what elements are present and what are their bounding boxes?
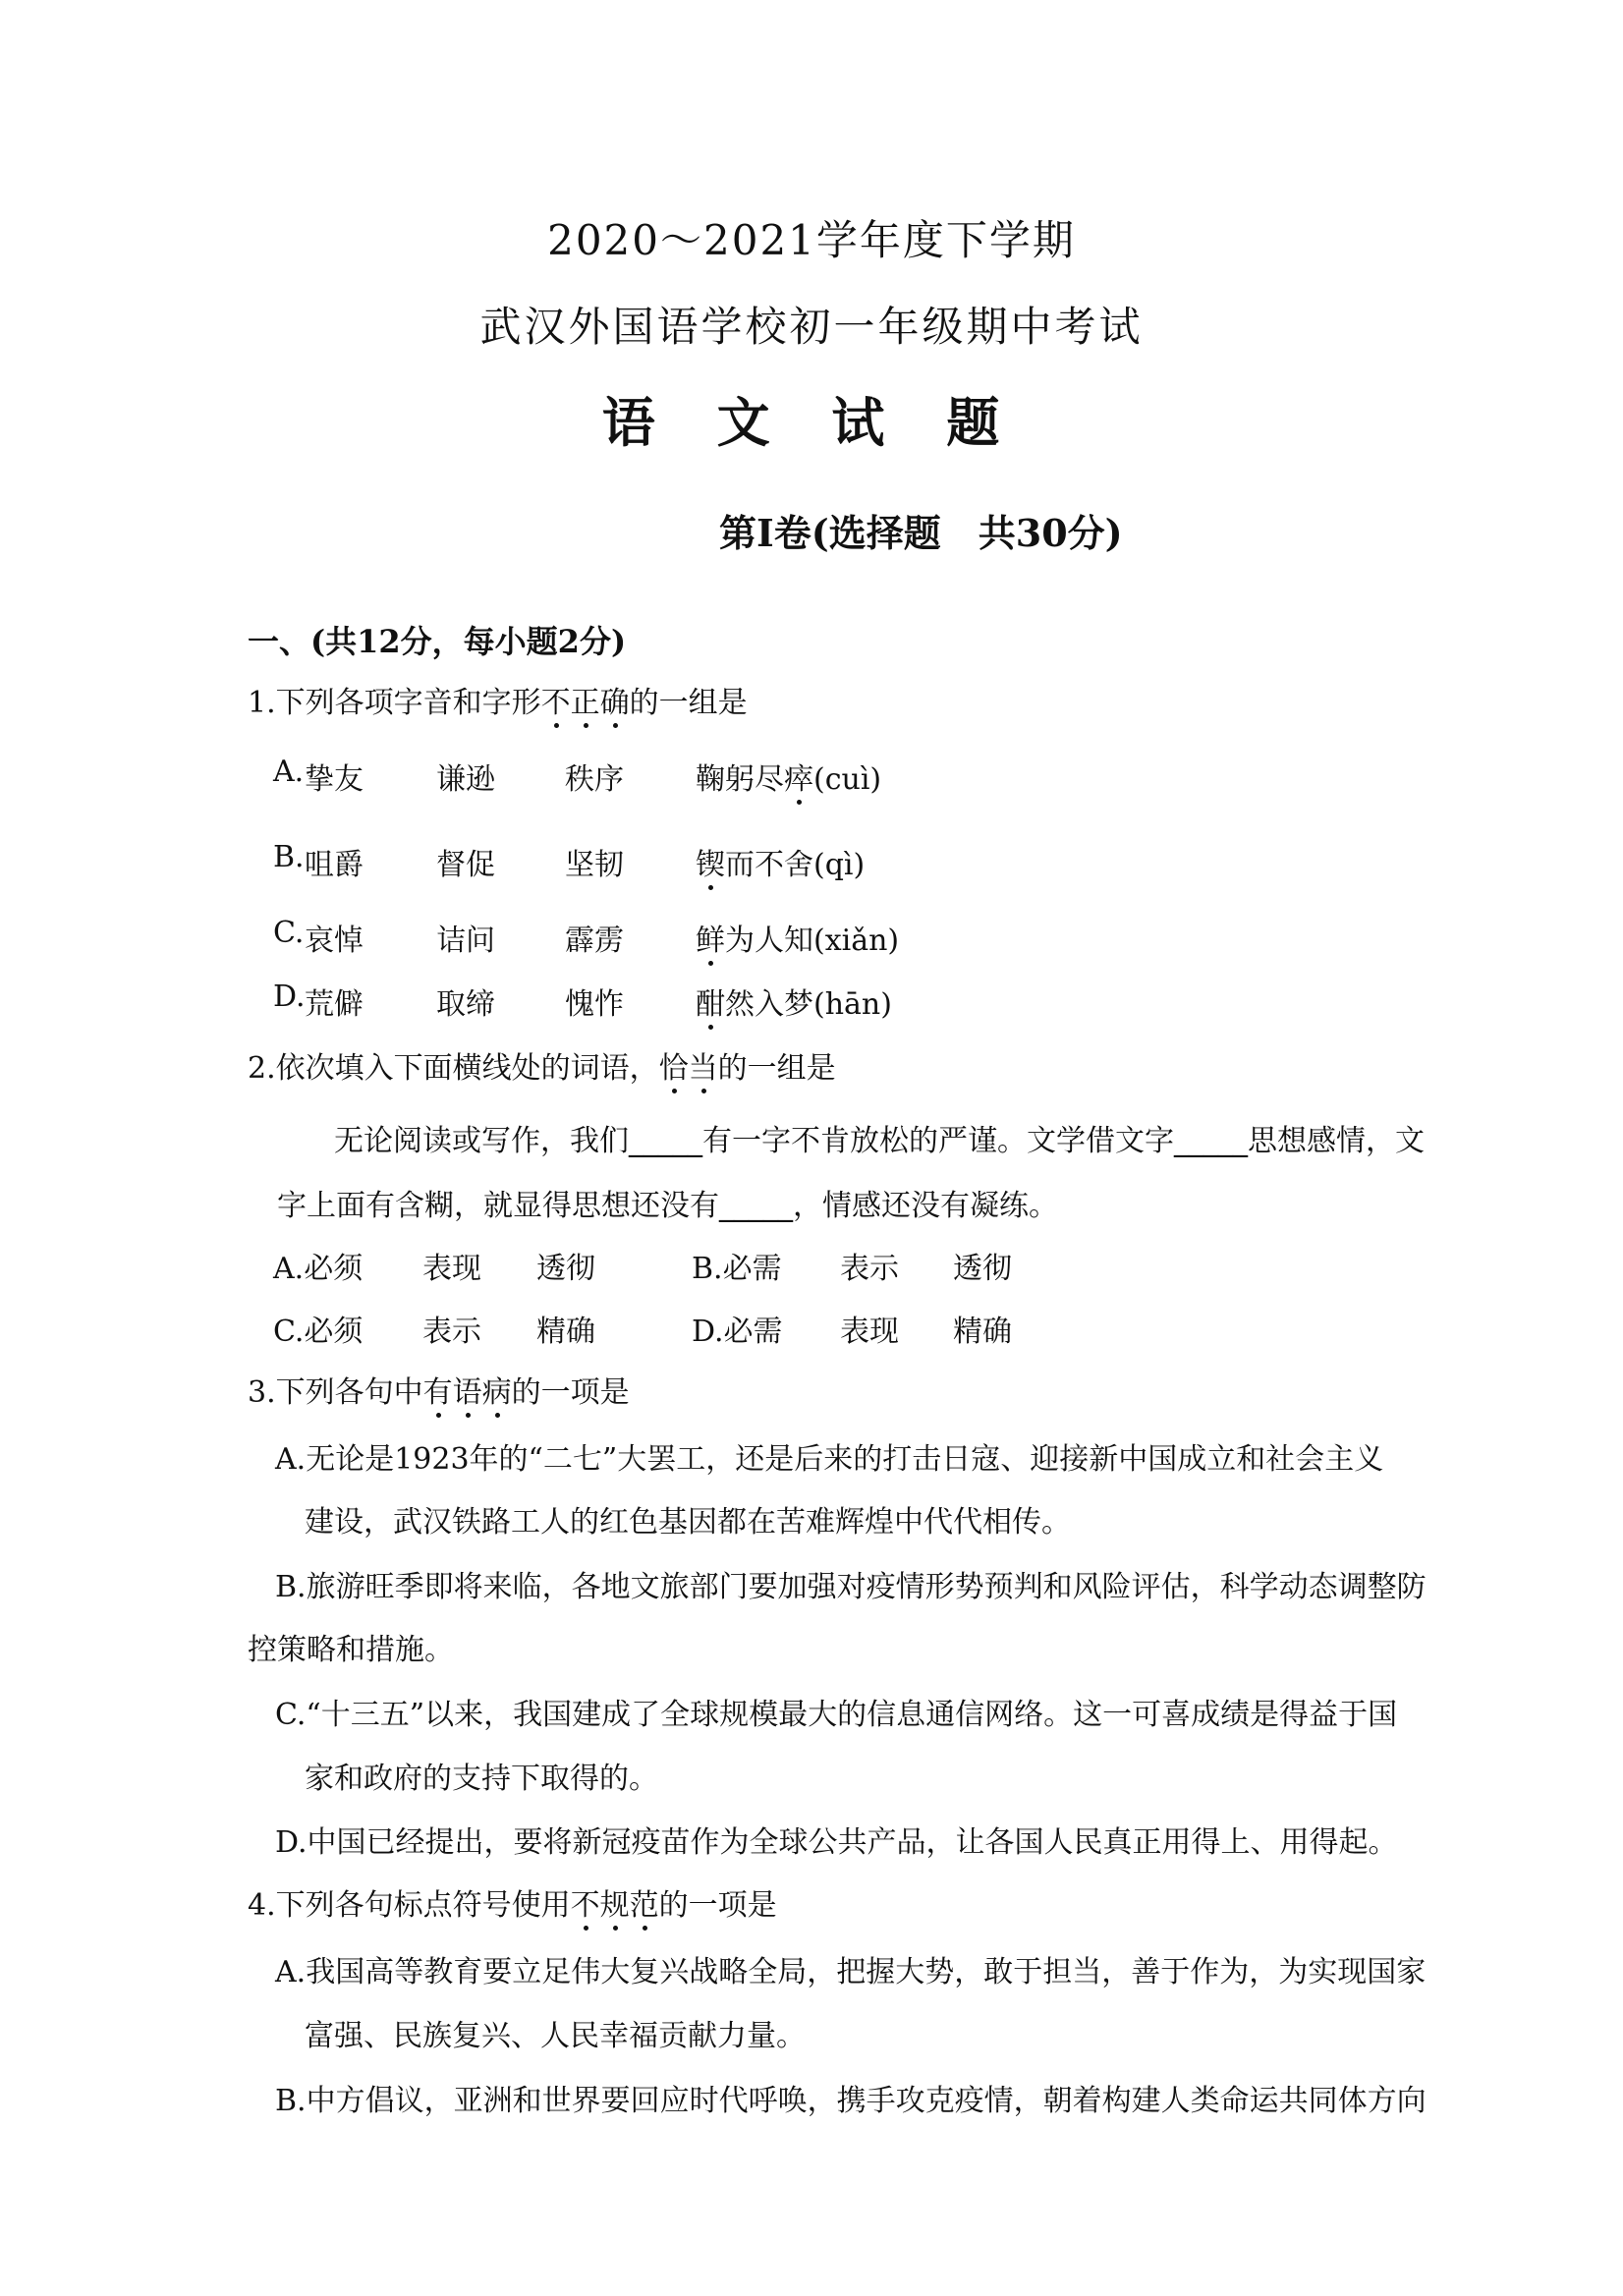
header-exam-name: 武汉外国语学校初一年级期中考试	[479, 303, 1144, 351]
emph-char: 恰	[658, 1051, 689, 1086]
option-idiom	[696, 840, 865, 883]
idiom-text: 而不舍(qì)	[725, 848, 866, 882]
option-b-label: B.必需	[692, 1252, 782, 1286]
option-letter: A.	[273, 755, 305, 789]
idiom-emph-char: 锲	[696, 848, 725, 882]
option-b-word: 透彻	[953, 1252, 1012, 1286]
header-subject: 语 文 试 题	[601, 391, 1022, 454]
option-word: 愧怍	[565, 987, 624, 1022]
idiom-emph-char: 鲜	[696, 924, 725, 958]
question-4-stem	[248, 1880, 777, 1924]
option-b-word: 表示	[840, 1252, 899, 1286]
question-3-option-b-cont: 控策略和措施。	[248, 1633, 454, 1667]
option-word: 督促	[436, 848, 495, 882]
question-2-stem	[248, 1043, 836, 1087]
option-d-word: 精确	[953, 1315, 1012, 1349]
option-c-label: C.必须	[273, 1315, 364, 1349]
option-word: 诘问	[436, 924, 495, 958]
emph-char: 正	[570, 686, 600, 720]
option-word: 取缔	[436, 987, 495, 1022]
option-word: 霹雳	[565, 924, 624, 958]
option-word: 挚友	[305, 762, 364, 797]
question-3-option-a-cont: 建设，武汉铁路工人的红色基因都在苦难辉煌中代代相传。	[305, 1505, 1071, 1540]
option-idiom	[696, 755, 881, 798]
emph-char: 当	[688, 1051, 718, 1086]
idiom-text: (cuì)	[813, 762, 882, 797]
option-letter: C.	[273, 916, 305, 950]
option-idiom	[696, 916, 899, 959]
stem-emphasis	[423, 1375, 512, 1410]
stem-text: 的一组是	[629, 686, 748, 720]
stem-emphasis	[659, 1051, 718, 1086]
option-letter: D.	[273, 980, 306, 1014]
idiom-text: 鞠躬尽	[696, 762, 784, 797]
stem-emphasis	[541, 686, 630, 720]
option-a-label: A.必须	[273, 1252, 364, 1286]
option-word: 坚韧	[565, 848, 624, 882]
option-d-label: D.必需	[692, 1315, 783, 1349]
stem-text: 的一项是	[658, 1888, 777, 1923]
volume-heading: 第Ⅰ卷(选择题 共30分)	[719, 511, 1123, 555]
emph-char: 有	[422, 1375, 453, 1410]
section-heading: 一、(共12分，每小题2分)	[248, 623, 627, 660]
option-c-word: 精确	[536, 1315, 595, 1349]
question-3-stem	[248, 1368, 630, 1411]
emph-char: 不	[570, 1888, 600, 1923]
stem-text: 4.下列各句标点符号使用	[248, 1888, 571, 1923]
idiom-text: 然入梦(hān)	[725, 987, 892, 1022]
emph-char: 确	[599, 686, 630, 720]
question-3-option-d: D.中国已经提出，要将新冠疫苗作为全球公共产品，让各国人民真正用得上、用得起。	[275, 1825, 1398, 1860]
option-word: 秩序	[565, 762, 624, 797]
stem-text: 的一组是	[717, 1051, 836, 1086]
stem-text: 3.下列各句中	[248, 1375, 423, 1410]
idiom-emph-char: 瘁	[784, 762, 813, 797]
stem-text: 的一项是	[511, 1375, 630, 1410]
option-word: 咀爵	[305, 848, 364, 882]
option-idiom	[696, 980, 892, 1023]
idiom-emph-char: 酣	[696, 987, 725, 1022]
question-4-option-b: B.中方倡议，亚洲和世界要回应时代呼唤，携手攻克疫情，朝着构建人类命运共同体方向	[275, 2084, 1427, 2118]
emph-char: 语	[452, 1375, 482, 1410]
question-4-option-a-cont: 富强、民族复兴、人民幸福贡献力量。	[305, 2019, 806, 2053]
option-d-word: 表现	[840, 1315, 899, 1349]
question-3-option-b: B.旅游旺季即将来临，各地文旅部门要加强对疫情形势预判和风险评估，科学动态调整防	[275, 1570, 1427, 1604]
idiom-text: 为人知(xiǎn)	[725, 924, 900, 958]
question-3-option-c-cont: 家和政府的支持下取得的。	[305, 1762, 658, 1796]
question-4-option-a: A.我国高等教育要立足伟大复兴战略全局，把握大势，敢于担当，善于作为，为实现国家	[275, 1955, 1427, 1989]
question-1-stem	[248, 678, 748, 721]
emph-char: 范	[629, 1888, 659, 1923]
question-3-option-c: C.“十三五”以来，我国建成了全球规模最大的信息通信网络。这一可喜成绩是得益于国	[275, 1698, 1398, 1732]
stem-emphasis	[571, 1888, 659, 1923]
emph-char: 不	[540, 686, 571, 720]
option-a-word: 透彻	[536, 1252, 595, 1286]
header-term: 2020～2021学年度下学期	[547, 216, 1076, 264]
option-letter: B.	[273, 840, 305, 874]
option-word: 荒僻	[305, 987, 364, 1022]
option-word: 谦逊	[436, 762, 495, 797]
option-a-word: 表现	[422, 1252, 481, 1286]
question-2-passage-line: 无论阅读或写作，我们_____有一字不肯放松的严谨。文学借文字_____思想感情，文	[334, 1124, 1425, 1158]
stem-text: 1.下列各项字音和字形	[248, 686, 541, 720]
stem-text: 2.依次填入下面横线处的词语，	[248, 1051, 659, 1086]
question-3-option-a: A.无论是1923年的“二七”大罢工，还是后来的打击日寇、迎接新中国成立和社会主义	[275, 1442, 1384, 1477]
question-2-passage-line: 字上面有含糊，就显得思想还没有_____，情感还没有凝练。	[277, 1189, 1058, 1223]
emph-char: 规	[599, 1888, 630, 1923]
emph-char: 病	[481, 1375, 512, 1410]
option-word: 哀悼	[305, 924, 364, 958]
option-c-word: 表示	[422, 1315, 481, 1349]
